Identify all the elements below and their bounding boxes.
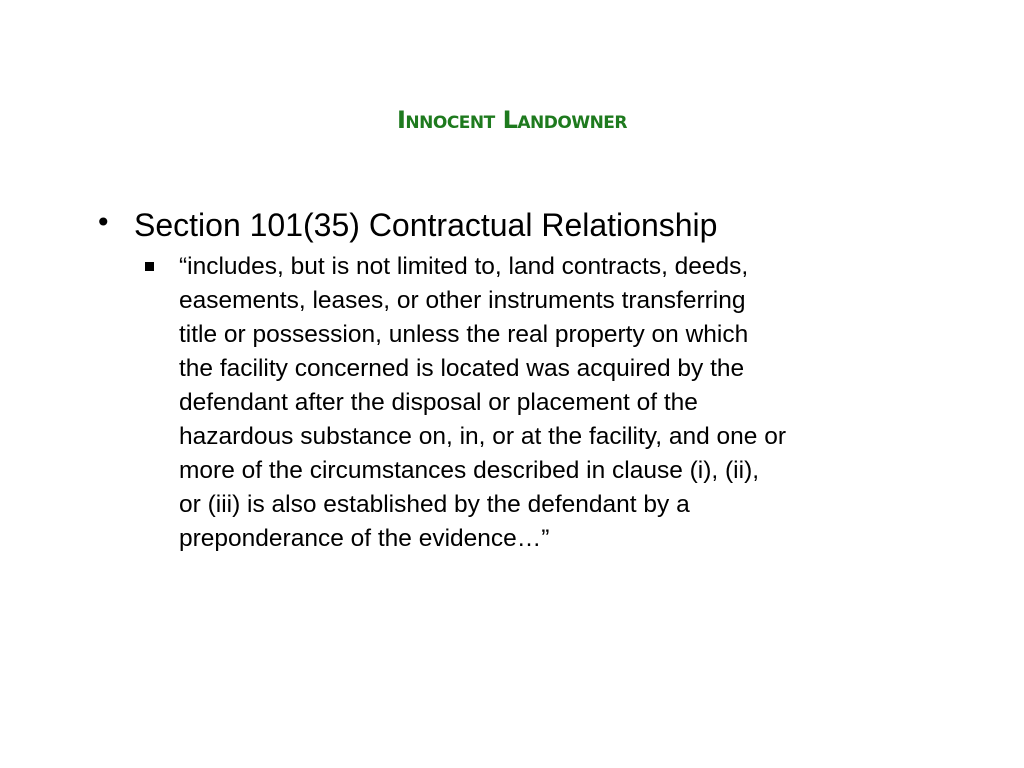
quote-line: title or possession, unless the real property on which bbox=[179, 321, 749, 348]
quote-line: hazardous substance on, in, or at the facility, and one or bbox=[179, 423, 786, 450]
quote-line: defendant after the disposal or placement of the bbox=[179, 389, 698, 416]
bullet-text: Section 101(35) Contractual Relationship bbox=[134, 207, 718, 243]
quote-line: more of the circumstances described in clause (i), (ii), bbox=[179, 457, 760, 484]
quote-line: or (iii) is also established by the defendant by a bbox=[179, 491, 690, 518]
quote-line: preponderance of the evidence…” bbox=[179, 525, 550, 552]
quote-line: the facility concerned is located was acquired by the bbox=[179, 355, 745, 382]
round-bullet-icon: • bbox=[95, 206, 112, 239]
sub-bullet-text bbox=[179, 250, 786, 556]
quote-line: easements, leases, or other instruments transferring bbox=[179, 287, 746, 314]
square-bullet-icon bbox=[145, 262, 154, 271]
slide-title: Innocent Landowner bbox=[396, 106, 628, 134]
quote-line: “includes, but is not limited to, land contracts, deeds, bbox=[179, 253, 749, 280]
